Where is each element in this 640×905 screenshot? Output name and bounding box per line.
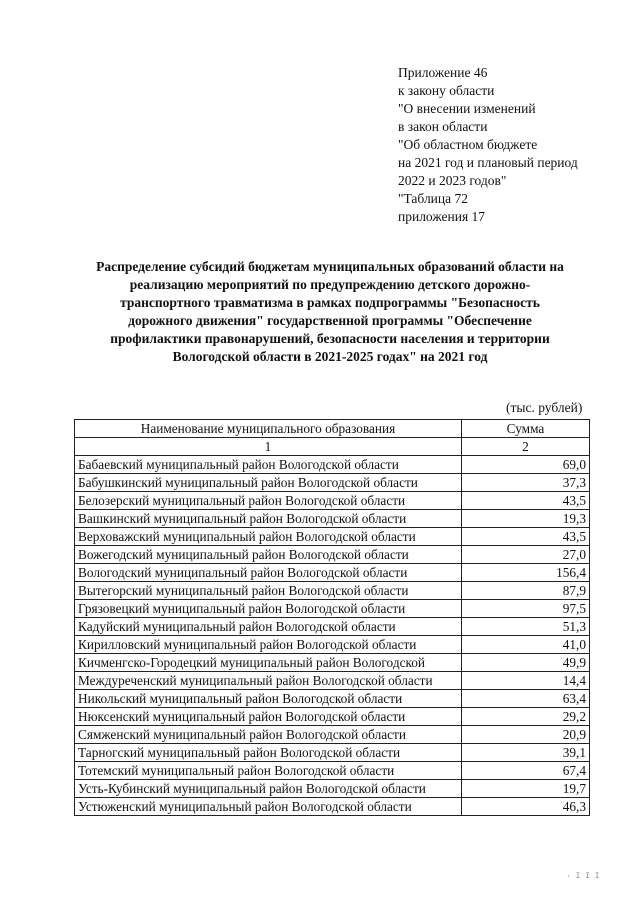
subsidy-amount: 43,5 [462, 492, 590, 510]
municipality-name: Вытегорский муниципальный район Вологодской области [75, 582, 462, 600]
municipality-name: Кичменгско-Городецкий муниципальный район Вологодской [75, 654, 462, 672]
subsidy-amount: 27,0 [462, 546, 590, 564]
table-row [75, 780, 590, 798]
subsidy-table [74, 419, 590, 816]
table-body [75, 456, 590, 816]
table-row [75, 528, 590, 546]
municipality-name: Нюксенский муниципальный район Вологодской области [75, 708, 462, 726]
table-row [75, 546, 590, 564]
municipality-name: Грязовецкий муниципальный район Вологодской области [75, 600, 462, 618]
subsidy-amount: 97,5 [462, 600, 590, 618]
municipality-name: Вашкинский муниципальный район Вологодской области [75, 510, 462, 528]
table-row [75, 672, 590, 690]
table-row [75, 510, 590, 528]
municipality-name: Бабаевский муниципальный район Вологодской области [75, 456, 462, 474]
subsidy-amount: 37,3 [462, 474, 590, 492]
subsidy-amount: 14,4 [462, 672, 590, 690]
title-line: дорожного движения" государственной программы "Обеспечение [128, 313, 532, 328]
municipality-name: Кадуйский муниципальный район Вологодской области [75, 618, 462, 636]
subsidy-amount: 69,0 [462, 456, 590, 474]
appendix-line: к закону области [398, 83, 495, 98]
title-line: профилактики правонарушений, безопасности населения и территории [110, 331, 550, 346]
table-row [75, 690, 590, 708]
appendix-line: 2022 и 2023 годов" [398, 173, 507, 188]
header-name: Наименование муниципального образования [75, 420, 462, 438]
subsidy-amount: 87,9 [462, 582, 590, 600]
table-row [75, 744, 590, 762]
municipality-name: Бабушкинский муниципальный район Вологодской области [75, 474, 462, 492]
header-amount: Сумма [462, 420, 590, 438]
subsidy-amount: 19,7 [462, 780, 590, 798]
appendix-line: "Об областном бюджете [398, 137, 538, 152]
municipality-name: Кирилловский муниципальный район Вологодской области [75, 636, 462, 654]
appendix-line: Приложение 46 [398, 65, 488, 80]
table-row [75, 618, 590, 636]
table-row [75, 600, 590, 618]
title-line: транспортного травматизма в рамках подпрограммы "Безопасность [120, 295, 540, 310]
municipality-name: Устюженский муниципальный район Вологодской области [75, 798, 462, 816]
page-mark: · I I I [566, 872, 600, 881]
subsidy-amount: 39,1 [462, 744, 590, 762]
column-number-row [75, 438, 590, 456]
table-row [75, 708, 590, 726]
table-row [75, 654, 590, 672]
subsidy-amount: 46,3 [462, 798, 590, 816]
subsidy-amount: 20,9 [462, 726, 590, 744]
municipality-name: Междуреченский муниципальный район Вологодской области [75, 672, 462, 690]
subsidy-amount: 63,4 [462, 690, 590, 708]
table-row [75, 762, 590, 780]
subsidy-amount: 41,0 [462, 636, 590, 654]
table-row [75, 636, 590, 654]
subsidy-amount: 49,9 [462, 654, 590, 672]
table-row [75, 726, 590, 744]
appendix-line: "Таблица 72 [398, 191, 468, 206]
table-row [75, 456, 590, 474]
table-row [75, 474, 590, 492]
municipality-name: Никольский муниципальный район Вологодской области [75, 690, 462, 708]
municipality-name: Тотемский муниципальный район Вологодской области [75, 762, 462, 780]
table-row [75, 492, 590, 510]
table-row [75, 564, 590, 582]
municipality-name: Вологодский муниципальный район Вологодской области [75, 564, 462, 582]
subsidy-amount: 51,3 [462, 618, 590, 636]
document-title [60, 258, 600, 366]
appendix-line: в закон области [398, 119, 488, 134]
subsidy-amount: 19,3 [462, 510, 590, 528]
municipality-name: Тарногский муниципальный район Вологодской области [75, 744, 462, 762]
table-header-row [75, 420, 590, 438]
municipality-name: Белозерский муниципальный район Вологодской области [75, 492, 462, 510]
title-line: Вологодской области в 2021-2025 годах" на 2021 год [172, 349, 488, 364]
units-label: (тыс. рублей) [506, 400, 583, 415]
municipality-name: Сямженский муниципальный район Вологодской области [75, 726, 462, 744]
column-number: 1 [75, 438, 462, 456]
column-number: 2 [462, 438, 590, 456]
appendix-line: на 2021 год и плановый период [398, 155, 578, 170]
subsidy-amount: 67,4 [462, 762, 590, 780]
appendix-line: "О внесении изменений [398, 101, 536, 116]
municipality-name: Вожегодский муниципальный район Вологодской области [75, 546, 462, 564]
municipality-name: Верховажский муниципальный район Вологодской области [75, 528, 462, 546]
appendix-reference [398, 64, 578, 226]
subsidy-amount: 29,2 [462, 708, 590, 726]
table-row [75, 798, 590, 816]
municipality-name: Усть-Кубинский муниципальный район Вологодской области [75, 780, 462, 798]
title-line: реализацию мероприятий по предупреждению детского дорожно- [129, 277, 531, 292]
subsidy-amount: 156,4 [462, 564, 590, 582]
subsidy-amount: 43,5 [462, 528, 590, 546]
table-row [75, 582, 590, 600]
appendix-line: приложения 17 [398, 209, 486, 224]
title-line: Распределение субсидий бюджетам муниципальных образований области на [96, 259, 564, 274]
